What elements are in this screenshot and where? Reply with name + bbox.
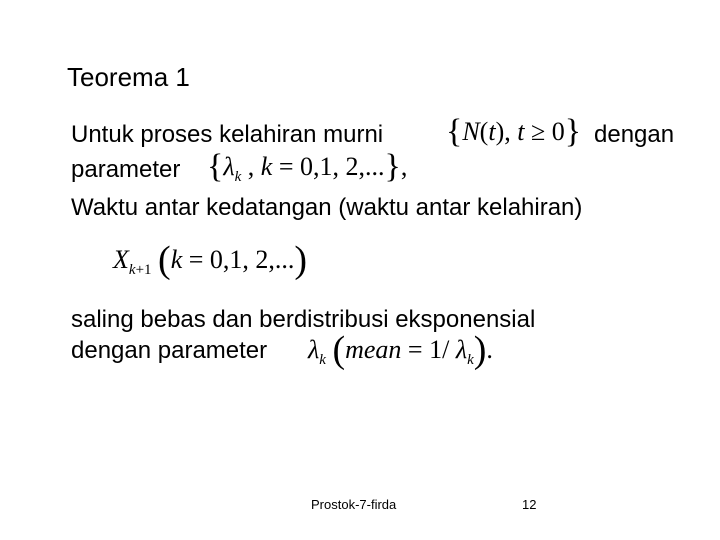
line-5-text: saling bebas dan berdistribusi eksponensial: [71, 306, 536, 333]
line-6-math: $\lambda_k$ (mean = 1/ $\lambda_k$).: [308, 329, 493, 371]
page-number: 12: [522, 497, 537, 512]
line-1-text: Untuk proses kelahiran murni: [71, 121, 384, 148]
line-3-text: Waktu antar kedatangan (waktu antar kelahiran): [71, 194, 583, 221]
footer-label: Prostok-7-firda: [311, 497, 397, 512]
line-1-suffix: dengan: [594, 121, 675, 148]
line-2-text: parameter: [71, 156, 181, 183]
line-2-math: {$\lambda_k$ , k = 0,1, 2,...},: [207, 148, 408, 185]
line-6-text: dengan parameter: [71, 337, 268, 364]
slide-title: Teorema 1: [67, 62, 190, 92]
line-1-math: {N(t), t ≥ 0}: [446, 113, 582, 150]
line-4-math: $X_{k+1}$ (k = 0,1, 2,...): [113, 239, 308, 281]
